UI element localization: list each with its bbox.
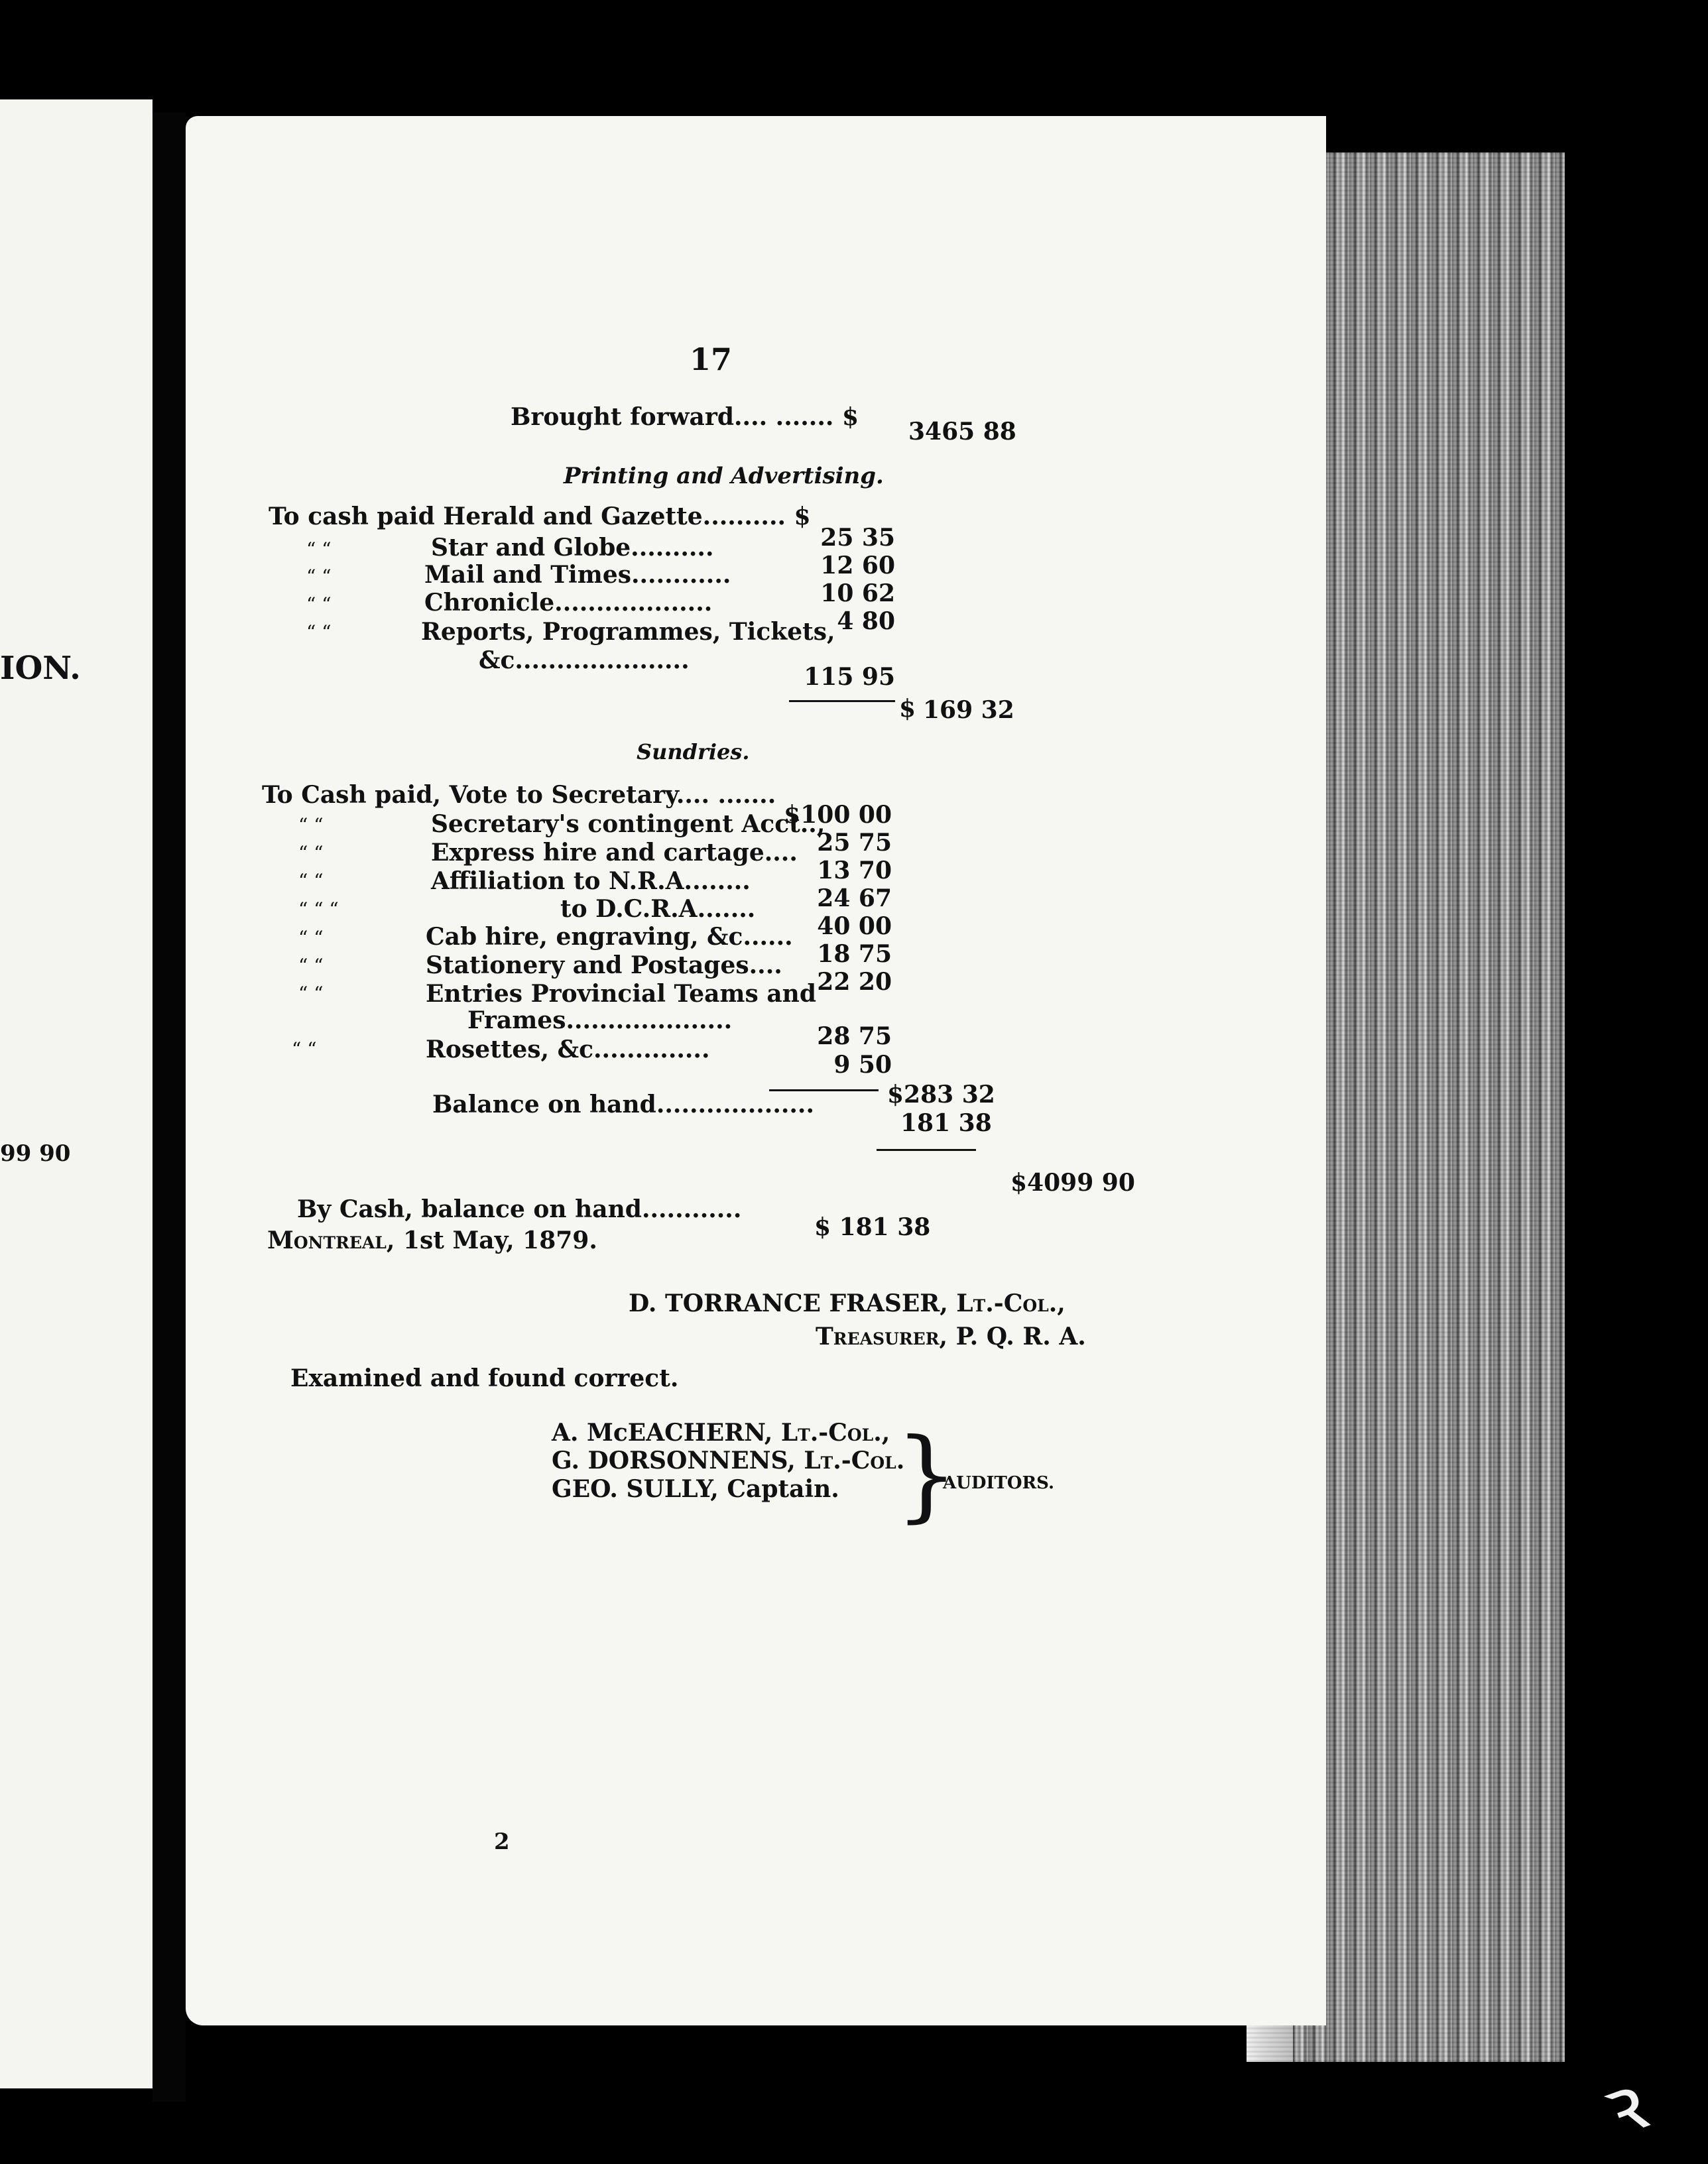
printing-row-label: To cash paid Herald and Gazette.......... $ (269, 503, 811, 530)
left-facing-page (0, 99, 152, 2088)
sundries-row-amount: 24 67 (817, 884, 892, 912)
ditto-marks: “ “ (306, 538, 332, 560)
ditto-marks: “ “ (306, 621, 332, 643)
examined-statement: Examined and found correct. (290, 1364, 679, 1392)
printing-row-label: Chronicle................... (424, 589, 713, 617)
brought-forward-amount: 3465 88 (908, 418, 1016, 446)
ditto-marks: “ “ (298, 870, 324, 892)
printing-row-label: Star and Globe.......... (431, 534, 714, 562)
auditor-name: G. DORSONNENS, (552, 1447, 796, 1474)
sundries-row-label: To Cash paid, Vote to Secretary.... ....... (262, 781, 776, 809)
auditors-brace: } (895, 1417, 959, 1533)
ditto-marks: “ “ (298, 927, 324, 949)
treasurer-title: Treasurer, (816, 1323, 948, 1351)
auditor-2 (552, 1447, 904, 1474)
sundries-row-label: Stationery and Postages.... (426, 951, 782, 979)
treasurer-name: D. TORRANCE FRASER, (629, 1290, 948, 1317)
grand-total-rule (877, 1149, 976, 1151)
treasurer-title-line (816, 1323, 1086, 1351)
treasurer-signature (629, 1290, 1066, 1317)
left-page-heading-fragment: ION. (0, 650, 81, 687)
auditor-3: GEO. SULLY, Captain. (552, 1475, 839, 1503)
sundries-row-label: Affiliation to N.R.A........ (431, 867, 751, 895)
by-cash-amount: $ 181 38 (814, 1213, 931, 1241)
sundries-row-amount: $100 00 (784, 801, 892, 829)
sundries-row-label: Frames.................... (467, 1006, 733, 1034)
sundries-row-amount: 9 50 (833, 1051, 892, 1079)
sundries-row-amount: 18 75 (817, 940, 892, 968)
signature-mark: 2 (494, 1829, 510, 1855)
balance-on-hand-label: Balance on hand................... (432, 1091, 814, 1118)
treasurer-org: P. Q. R. A. (955, 1323, 1086, 1351)
printing-row-label: Mail and Times............ (424, 561, 731, 589)
auditor-rank: Lt.-Col. (804, 1447, 905, 1474)
ditto-marks: “ “ (298, 983, 324, 1004)
by-cash-label: By Cash, balance on hand............ (297, 1195, 742, 1223)
printing-row-amount: 12 60 (820, 552, 895, 579)
ditto-marks: “ “ (298, 814, 324, 836)
printing-subtotal-rule (789, 700, 895, 702)
auditor-name: A. McEACHERN, (552, 1419, 773, 1447)
printing-row-label: Reports, Programmes, Tickets, (421, 618, 835, 646)
auditor-1 (552, 1419, 890, 1447)
printing-row-amount: 4 80 (837, 607, 895, 635)
ditto-marks: “ “ “ (298, 898, 339, 920)
auditor-rank: Lt.-Col., (780, 1419, 890, 1447)
printing-total: 169 32 (923, 696, 1014, 724)
sundries-row-amount: 28 75 (817, 1022, 892, 1050)
printing-heading: Printing and Advertising. (564, 463, 884, 489)
ditto-marks: “ “ (292, 1038, 317, 1060)
sundries-row-label: to D.C.R.A....... (560, 895, 756, 923)
printing-row-amount: 10 62 (820, 579, 895, 607)
dateline-date: 1st May, 1879. (402, 1227, 597, 1254)
printing-total-dollar: $ (899, 695, 916, 723)
ditto-marks: “ “ (298, 955, 324, 977)
sundries-total: $283 32 (887, 1081, 995, 1109)
sundries-row-label: Cab hire, engraving, &c...... (426, 923, 793, 951)
grand-total: $4099 90 (1010, 1169, 1135, 1197)
printing-row-label: &c..................... (479, 646, 690, 674)
auditors-label: AUDITORS. (943, 1473, 1055, 1493)
printing-row-amount: 25 35 (820, 524, 895, 552)
ditto-marks: “ “ (306, 566, 332, 587)
sundries-row-label: Entries Provincial Teams and (426, 980, 816, 1008)
sundries-row-label: Express hire and cartage.... (431, 839, 798, 867)
sundries-row-amount: 25 75 (817, 829, 892, 857)
sundries-heading: Sundries. (637, 739, 750, 764)
printing-row-amount: 115 95 (804, 663, 895, 691)
sundries-row-amount: 22 20 (817, 968, 892, 996)
dateline-place: Montreal, (267, 1227, 395, 1254)
document-page (186, 116, 1326, 2025)
sundries-row-label: Secretary's contingent Acct.., (431, 810, 825, 838)
left-page-amount-fragment: 99 90 (0, 1140, 71, 1167)
sundries-row-amount: 40 00 (817, 912, 892, 940)
dateline (267, 1227, 597, 1254)
book-binding-gutter (152, 113, 186, 2102)
sundries-row-label: Rosettes, &c.............. (426, 1036, 710, 1063)
scan-corner-mark: ꝛ (1591, 2056, 1658, 2156)
sundries-row-amount: 13 70 (817, 857, 892, 884)
page-number: 17 (690, 341, 733, 377)
ditto-marks: “ “ (306, 593, 332, 615)
balance-on-hand-amount: 181 38 (900, 1109, 992, 1137)
treasurer-rank: Lt.-Col., (956, 1290, 1066, 1317)
ditto-marks: “ “ (298, 842, 324, 864)
brought-forward-label: Brought forward.... ....... $ (511, 403, 859, 431)
